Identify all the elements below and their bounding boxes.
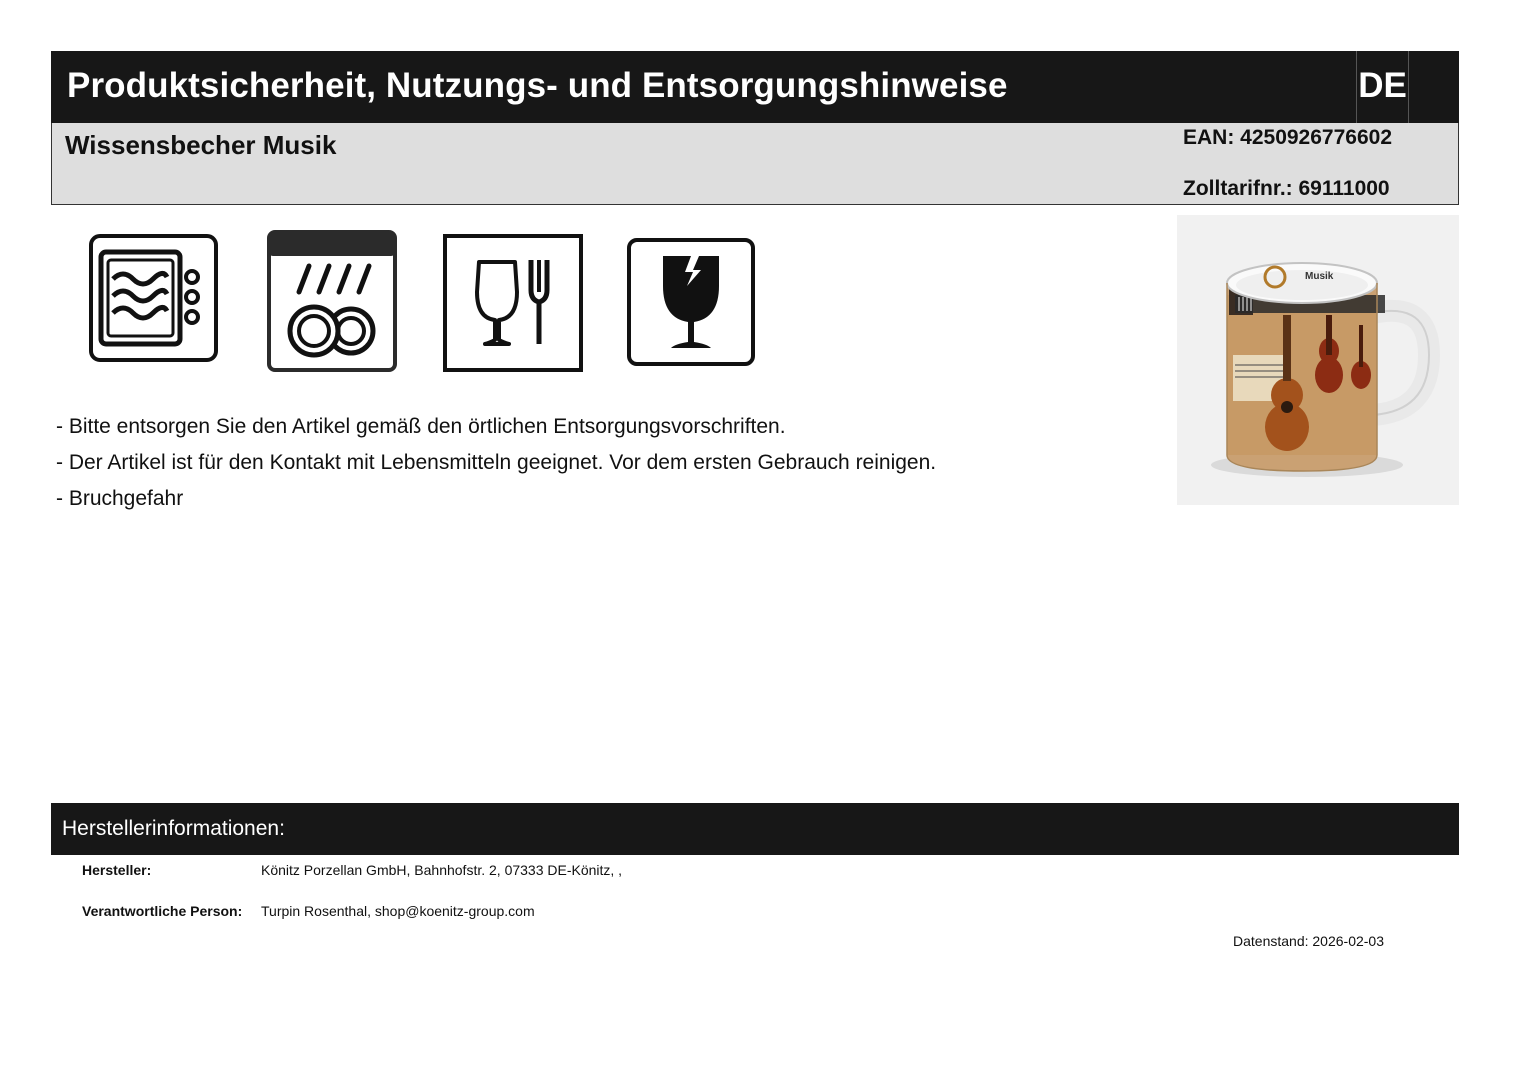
tariff-number: Zolltarifnr.: 69111000: [1183, 177, 1390, 200]
manufacturer-header: [51, 803, 1459, 855]
mug-label: Musik: [1305, 271, 1334, 282]
fragile-icon: [627, 238, 755, 366]
microwave-icon: [89, 234, 218, 362]
dishwasher-icon: [267, 230, 397, 372]
page-title: Produktsicherheit, Nutzungs- und Entsorgungshinweise: [67, 66, 1008, 105]
food-safe-icon: [443, 234, 583, 372]
language-badge: DE: [1356, 51, 1409, 123]
responsible-value: Turpin Rosenthal, shop@koenitz-group.com: [261, 903, 535, 919]
safety-notes: [56, 414, 936, 522]
note-disposal: - Bitte entsorgen Sie den Artikel gemäß den örtlichen Entsorgungsvorschriften.: [56, 415, 786, 438]
note-food-contact: - Der Artikel ist für den Kontakt mit Lebensmitteln geeignet. Vor dem ersten Gebrauch reinigen.: [56, 451, 937, 474]
responsible-label: Verantwortliche Person:: [82, 903, 243, 919]
manufacturer-section-title: Herstellerinformationen:: [62, 817, 285, 840]
manufacturer-value: Könitz Porzellan GmbH, Bahnhofstr. 2, 07333 DE-Könitz, ,: [261, 862, 623, 878]
ean-number: EAN: 4250926776602: [1183, 126, 1392, 149]
product-name: Wissensbecher Musik: [65, 130, 337, 160]
product-photo: [1177, 215, 1459, 505]
manufacturer-label: Hersteller:: [82, 862, 152, 878]
note-fragile: - Bruchgefahr: [56, 487, 184, 510]
header-bar: [51, 51, 1459, 123]
data-date: Datenstand: 2026-02-03: [1233, 933, 1384, 949]
product-bar: [51, 123, 1459, 205]
